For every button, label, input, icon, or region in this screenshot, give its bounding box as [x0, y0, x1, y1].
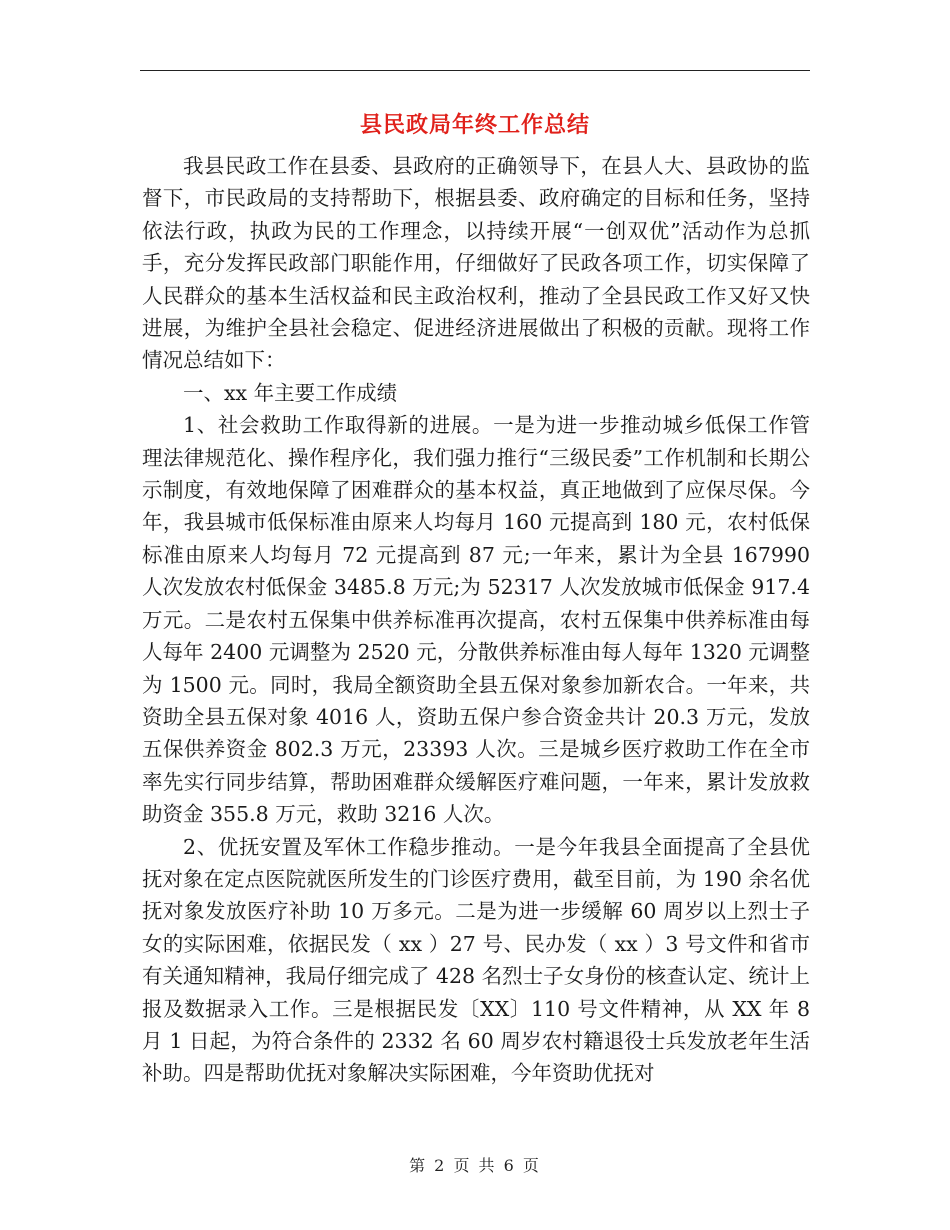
- document-title: 县民政局年终工作总结: [359, 112, 590, 138]
- section-heading: 一、xx 年主要工作成绩: [183, 380, 398, 405]
- page-footer: 第 2 页 共 6 页: [409, 1156, 541, 1175]
- document-body: [142, 150, 810, 1090]
- intro-paragraph: 我县民政工作在县委、县政府的正确领导下，在县人大、县政协的监督下，市民政局的支持帮助下，根据县委、政府确定的目标和任务，坚持依法行政，执政为民的工作理念，以持续开展“一创双优”活动作为总抓手，充分发挥民政部门职能作用，仔细做好了民政各项工作，切实保障了人民群众的基本生活权益和民主政治权利，推动了全县民政工作又好又快进展，为维护全县社会稳定、促进经济进展做出了积极的贡献。现将工作情况总结如下：: [142, 154, 810, 373]
- header-rule: [140, 70, 810, 71]
- social-assistance-paragraph: 1、社会救助工作取得新的进展。一是为进一步推动城乡低保工作管理法律规范化、操作程序化，我们强力推行“三级民委”工作机制和长期公示制度，有效地保障了困难群众的基本权益，真正地做到了应保尽保。今年，我县城市低保标准由原来人均每月 160 元提高到 180 元，农村低保标准由原来人均每月 72 元提高到 87 元;一年来，累计为全县 167990 人次发放农村低保金 3485.8 万元;为 52317 人次发放城市低保金 917.4 万元。二是农村五保集中供养标准再次提高，农村五保集中供养标准由每人每年 2400 元调整为 2520 元，分散供养标准由每人每年 1320 元调整为 1500 元。同时，我局全额资助全县五保对象参加新农合。一年来，共资助全县五保对象 4016 人，资助五保户参合资金共计 20.3 万元，发放五保供养资金 802.3 万元，23393 人次。三是城乡医疗救助工作在全市率先实行同步结算，帮助困难群众缓解医疗难问题，一年来，累计发放救助资金 355.8 万元，救助 3216 人次。: [142, 413, 810, 827]
- preferential-care-paragraph: 2、优抚安置及军休工作稳步推动。一是今年我县全面提高了全县优抚对象在定点医院就医所发生的门诊医疗费用，截至目前，为 190 余名优抚对象发放医疗补助 10 万多元。二是为进一步缓解 60 周岁以上烈士子女的实际困难，依据民发（ xx ）27 号、民办发（ xx ）3 号文件和省市有关通知精神，我局仔细完成了 428 名烈士子女身份的核查认定、统计上报及数据录入工作。三是根据民发〔XX〕110 号文件精神，从 XX 年 8 月 1 日起，为符合条件的 2332 名 60 周岁农村籍退役士兵发放老年生活补助。四是帮助优抚对象解决实际困难，今年资助优抚对: [142, 834, 810, 1086]
